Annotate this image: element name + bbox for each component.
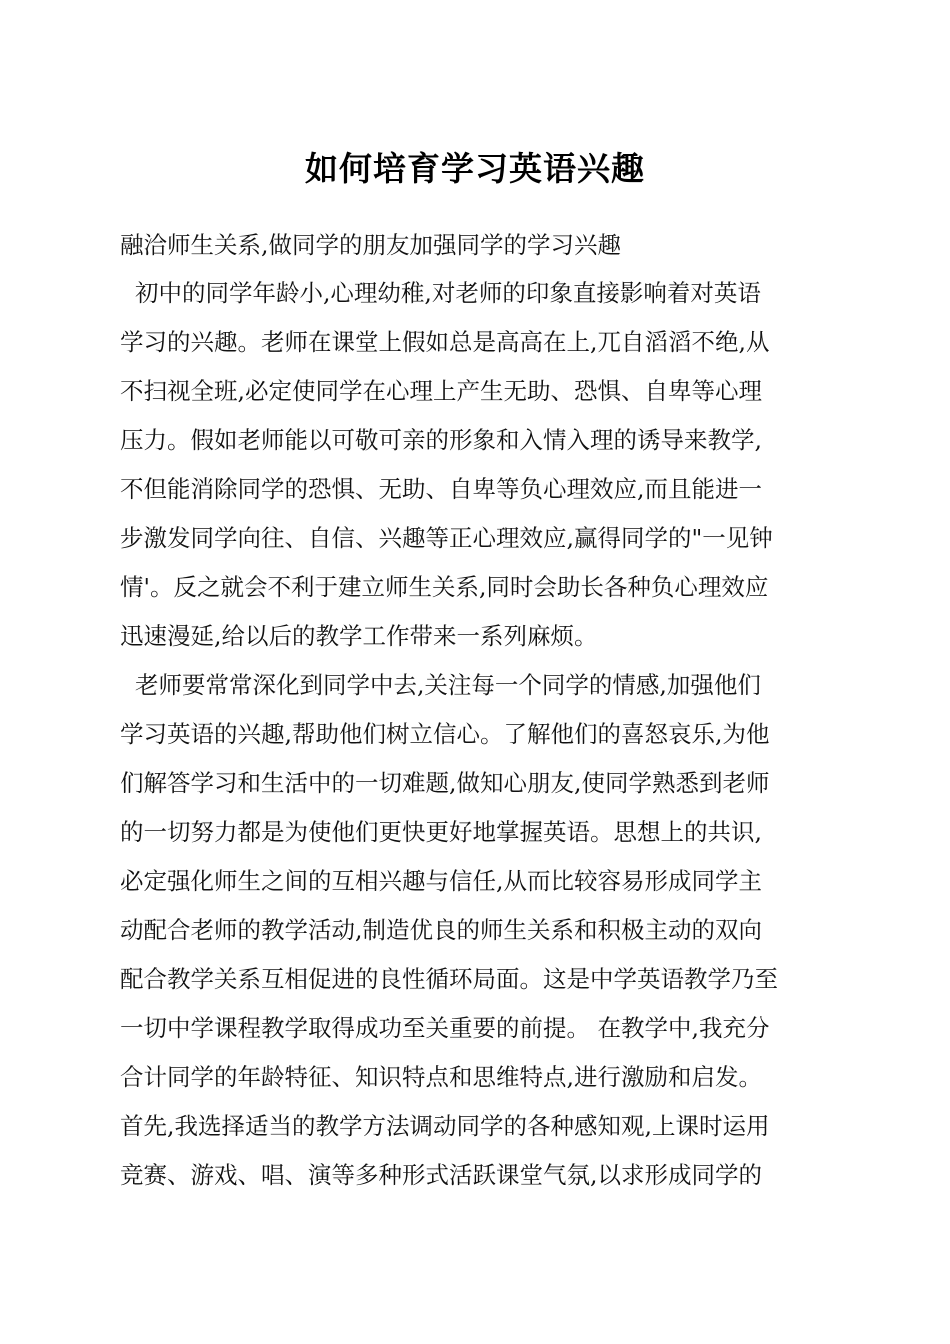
body-line: 必定强化师生之间的互相兴趣与信任,从而比较容易形成同学主 [120,867,762,895]
body-line: 学习的兴趣。老师在课堂上假如总是高高在上,兀自滔滔不绝,从 [120,328,770,356]
document-body [120,222,840,1200]
body-line: 的一切努力都是为使他们更快更好地掌握英语。思想上的共识, [120,818,762,846]
body-line: 们解答学习和生活中的一切难题,做知心朋友,使同学熟悉到老师 [120,769,770,797]
body-line: 合计同学的年龄特征、知识特点和思维特点,进行激励和启发。 [120,1063,762,1091]
body-line: 老师要常常深化到同学中去,关注每一个同学的情感,加强他们 [120,671,761,699]
paragraph-heading-line: 融洽师生关系,做同学的朋友加强同学的学习兴趣 [120,231,621,259]
body-line: 配合教学关系互相促进的良性循环局面。这是中学英语教学乃至 [120,965,778,993]
body-line: 不但能消除同学的恐惧、无助、自卑等负心理效应,而且能进一 [120,475,762,503]
body-line: 迅速漫延,给以后的教学工作带来一系列麻烦。 [120,622,598,650]
body-line: 学习英语的兴趣,帮助他们树立信心。了解他们的喜怒哀乐,为他 [120,720,770,748]
body-line: 一切中学课程教学取得成功至关重要的前提。 在教学中,我充分 [120,1014,770,1042]
document-title: 如何培育学习英语兴趣 [305,149,645,188]
body-line: 步激发同学向往、自信、兴趣等正心理效应,赢得同学的"一见钟 [120,524,773,552]
body-line: 动配合老师的教学活动,制造优良的师生关系和积极主动的双向 [120,916,762,944]
body-line: 竞赛、游戏、唱、演等多种形式活跃课堂气氛,以求形成同学的 [120,1161,762,1189]
body-line: 初中的同学年龄小,心理幼稚,对老师的印象直接影响着对英语 [120,279,761,307]
body-line: 不扫视全班,必定使同学在心理上产生无助、恐惧、自卑等心理 [120,377,762,405]
body-line: 情'。反之就会不利于建立师生关系,同时会助长各种负心理效应 [120,573,769,601]
body-line: 压力。假如老师能以可敬可亲的形象和入情入理的诱导来教学, [120,426,762,454]
body-line: 首先,我选择适当的教学方法调动同学的各种感知观,上课时运用 [120,1112,770,1140]
